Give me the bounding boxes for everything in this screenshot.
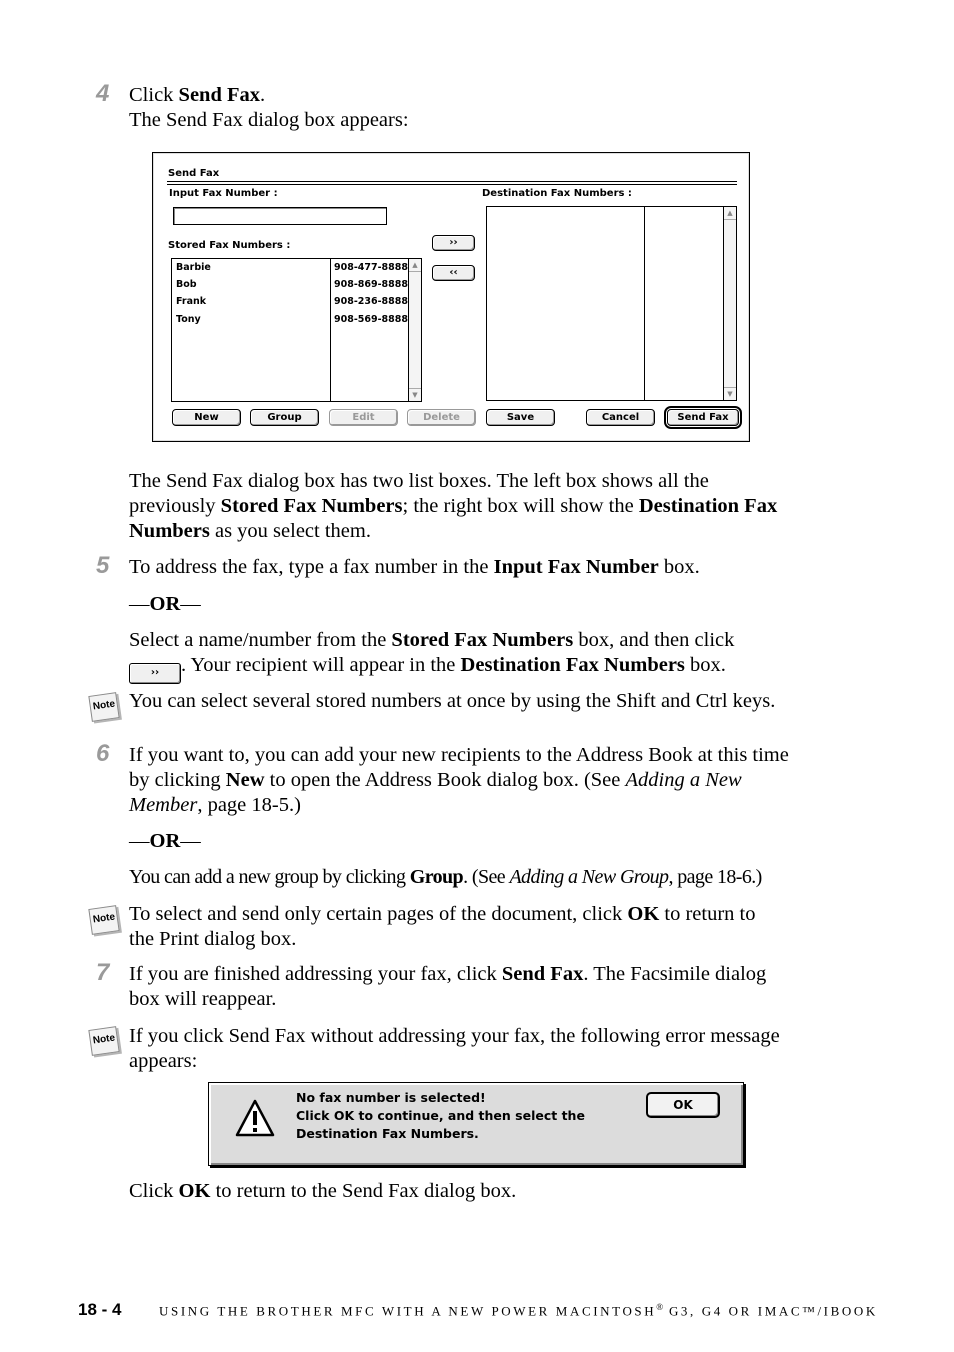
step-number: 6: [96, 740, 110, 767]
delete-button[interactable]: Delete: [407, 409, 476, 426]
warning-icon: [235, 1099, 275, 1137]
dialog-description: The Send Fax dialog box has two list boxes. The left box shows all the previously Stored Fax Numbers; the right box will show the Destination Fax Numbers as you select them.: [129, 470, 778, 542]
step-number: 7: [96, 959, 110, 986]
stored-fax-numbers-list[interactable]: [171, 258, 422, 402]
note-icon: Note: [88, 1025, 118, 1055]
destination-fax-numbers-label: Destination Fax Numbers :: [482, 188, 632, 199]
step-7-text: If you are finished addressing your fax, click Send Fax. The Facsimile dialog box will reappear.: [129, 963, 767, 1010]
note-text: You can select several stored numbers at once by using the Shift and Ctrl keys.: [129, 690, 776, 712]
or-separator: —OR—: [129, 593, 201, 615]
destination-fax-numbers-list[interactable]: [486, 206, 737, 401]
step-4-text: Click Send Fax. The Send Fax dialog box appears:: [129, 84, 409, 131]
title-rule: [167, 181, 737, 182]
note-text: To select and send only certain pages of the document, click OK to return to the Print dialog box.: [129, 903, 756, 950]
save-button[interactable]: Save: [486, 409, 555, 426]
scroll-up-icon[interactable]: ▲: [409, 259, 421, 272]
scroll-up-icon[interactable]: ▲: [724, 207, 736, 220]
send-fax-dialog: [152, 152, 750, 442]
dialog-title: Send Fax: [168, 168, 220, 179]
error-alert-dialog: [208, 1082, 744, 1166]
list-item-number[interactable]: 908-869-8888: [334, 279, 408, 290]
remove-from-destination-button[interactable]: ‹‹: [432, 265, 475, 281]
note-icon: Note: [88, 691, 118, 721]
step-number: 4: [96, 80, 110, 107]
or-separator: —OR—: [129, 830, 201, 852]
step-6-alternative: You can add a new group by clicking Group. (See Adding a New Group, page 18-6.): [129, 866, 762, 888]
step-6-text: If you want to, you can add your new recipients to the Address Book at this time by clicking New to open the Address Book dialog box. (See Adding a New Member, page 18-5.): [129, 744, 789, 816]
add-to-destination-button[interactable]: ››: [432, 235, 475, 251]
stored-list-scrollbar[interactable]: [408, 259, 421, 401]
column-separator: [644, 207, 645, 400]
list-item[interactable]: Bob: [176, 279, 197, 290]
step-number: 5: [96, 552, 110, 579]
list-item-number[interactable]: 908-477-8888: [334, 262, 408, 273]
running-footer: USING THE BROTHER MFC WITH A NEW POWER MACINTOSH® G3, G4 OR IMAC™/IBOOK: [159, 1302, 878, 1319]
send-fax-button[interactable]: Send Fax: [667, 409, 739, 426]
new-button[interactable]: New: [172, 409, 241, 426]
stored-fax-numbers-label: Stored Fax Numbers :: [168, 240, 291, 251]
list-item-number[interactable]: 908-236-8888: [334, 296, 408, 307]
page-number: 18 - 4: [78, 1300, 122, 1319]
group-button[interactable]: Group: [250, 409, 319, 426]
list-item[interactable]: Frank: [176, 296, 207, 307]
scroll-down-icon[interactable]: ▼: [724, 387, 736, 400]
ok-button[interactable]: OK: [646, 1092, 720, 1118]
step-5-text: To address the fax, type a fax number in the Input Fax Number box.: [129, 556, 700, 578]
input-fax-number-field[interactable]: [173, 207, 387, 225]
note-icon: Note: [88, 904, 118, 934]
list-item[interactable]: Tony: [176, 314, 201, 325]
edit-button[interactable]: Edit: [329, 409, 398, 426]
input-fax-number-label: Input Fax Number :: [169, 188, 278, 199]
send-fax-term: Send Fax: [178, 84, 260, 106]
cancel-button[interactable]: Cancel: [586, 409, 655, 426]
scroll-down-icon[interactable]: ▼: [409, 388, 421, 401]
final-instruction: Click OK to return to the Send Fax dialog box.: [129, 1180, 517, 1202]
destination-list-scrollbar[interactable]: [723, 207, 736, 400]
note-text: If you click Send Fax without addressing your fax, the following error message appears:: [129, 1025, 780, 1072]
list-item-number[interactable]: 908-569-8888: [334, 314, 408, 325]
step-5-alternative: Select a name/number from the Stored Fax Numbers box, and then click ›› . Your recipient will appear in the Destination Fax Numbers box.: [129, 628, 734, 684]
add-arrow-button-image: ››: [129, 663, 181, 684]
list-item[interactable]: Barbie: [176, 262, 211, 273]
column-separator: [330, 259, 331, 401]
alert-message: No fax number is selected! Click OK to continue, and then select the Destination Fax Numbers.: [296, 1090, 585, 1141]
title-rule: [167, 184, 737, 185]
